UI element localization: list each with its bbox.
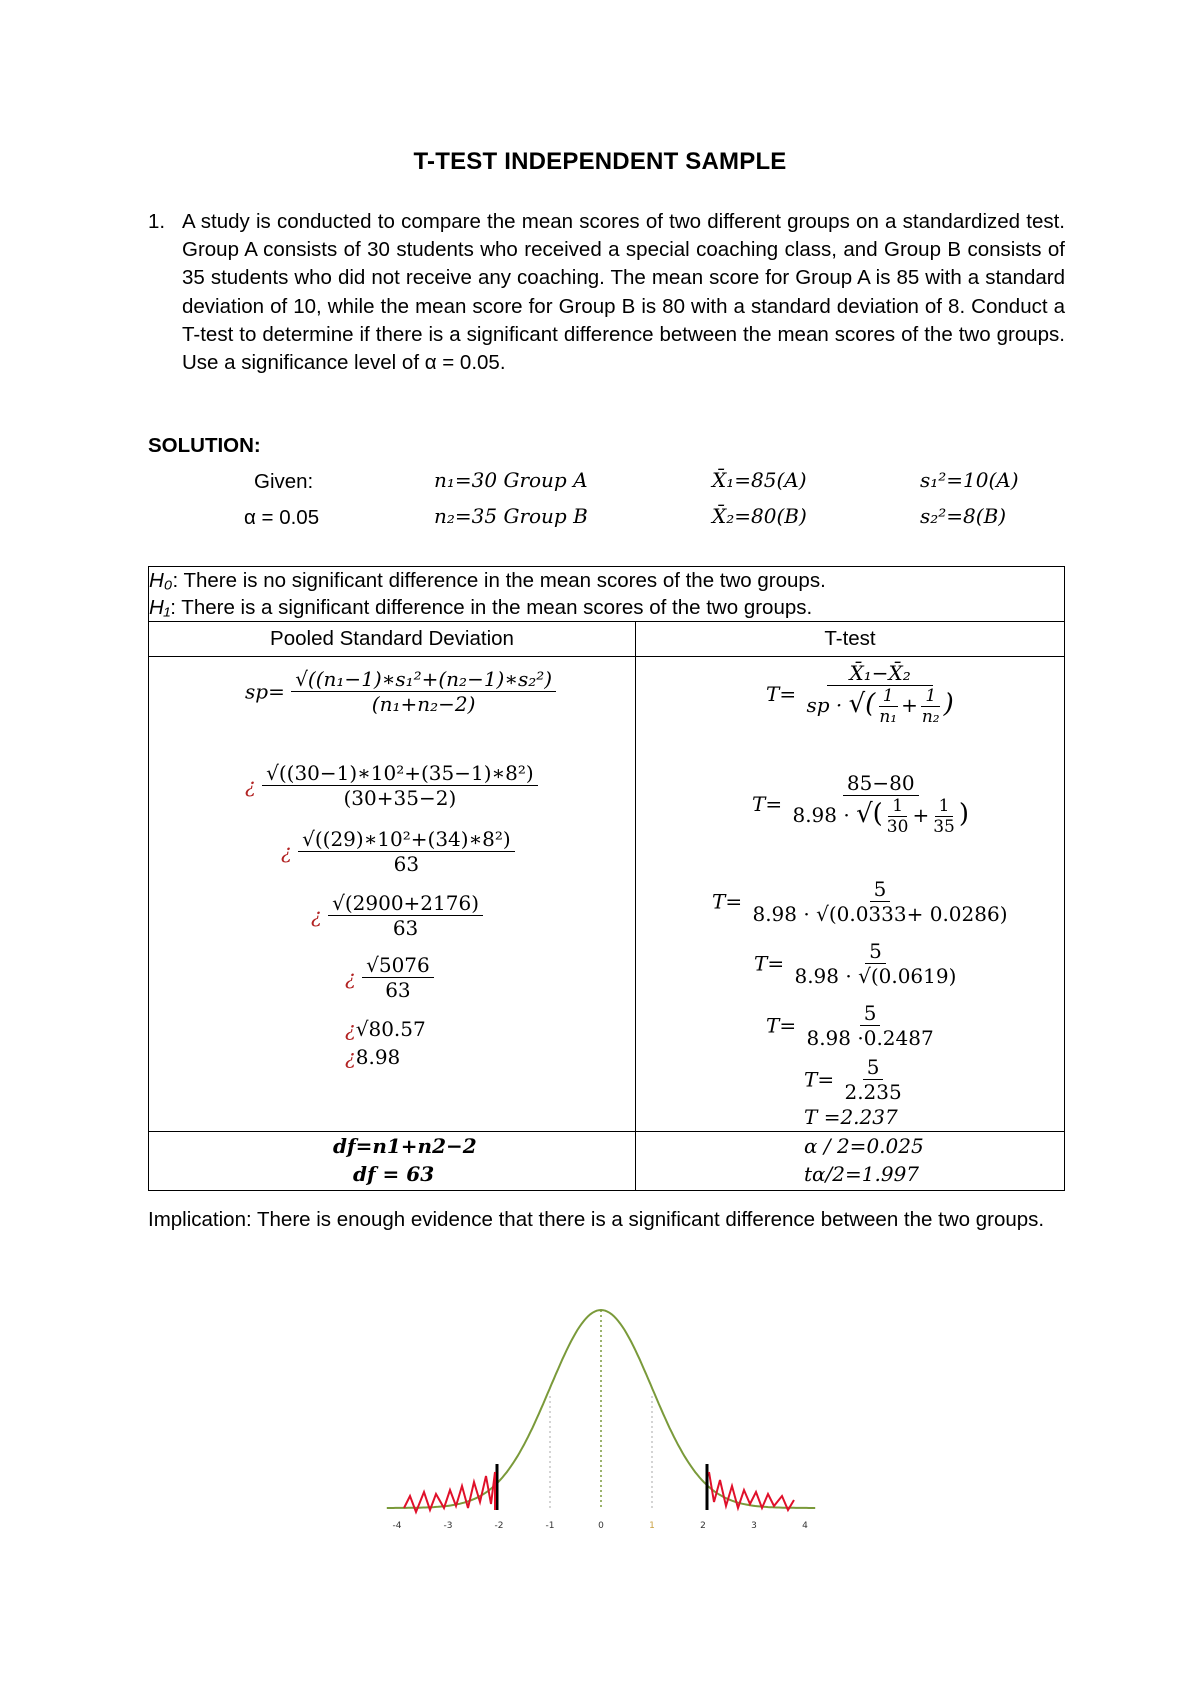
bell-curve-line [387, 1310, 815, 1508]
sp-result: 8.98 [355, 1045, 401, 1069]
mark-6: ¿ [345, 1045, 356, 1069]
given-x1: X̄₁=85(A) [712, 468, 807, 492]
sp-step-4 [345, 953, 434, 1002]
given-n1: n₁=30 Group A [434, 468, 588, 492]
sp-formula-denominator: (n₁+n₂−2) [371, 692, 476, 716]
solution-label: SOLUTION: [148, 434, 261, 457]
header-pooled: Pooled Standard Deviation [149, 622, 636, 657]
sp-step4-numerator: √5076 [362, 953, 434, 978]
alt-hypothesis: H₁: There is a significant difference in the mean scores of the two groups. [149, 596, 813, 619]
hypotheses-cell [149, 567, 1065, 622]
mark-4: ¿ [345, 965, 356, 990]
sp-step1-numerator: √((30−1)∗10²+(35−1)∗8²) [262, 761, 538, 786]
tick-label: 1 [649, 1521, 655, 1531]
t-distribution-curve [392, 1296, 846, 1536]
given-alpha: α = 0.05 [244, 506, 320, 529]
mark-3: ¿ [311, 903, 322, 928]
sp-step5-value: √80.57 [355, 1017, 426, 1041]
sp-step-3 [311, 891, 483, 940]
ttest-cell [636, 657, 1065, 1132]
t-step4-denominator: 8.98 ·0.2487 [806, 1026, 934, 1050]
t-critical: tα/2=1.997 [804, 1162, 920, 1186]
sp-label: sp= [245, 679, 285, 704]
right-rejection-shading [709, 1472, 794, 1510]
t-label-1: T= [752, 792, 783, 816]
df-cell [149, 1132, 636, 1191]
t-step5-denominator: 2.235 [844, 1080, 902, 1104]
t-step-5 [804, 1055, 906, 1104]
t-step3-denominator: 8.98 · √(0.0619) [794, 964, 957, 988]
question-number: 1. [148, 210, 166, 233]
t-label-2: T= [712, 889, 743, 914]
tick-label: -4 [392, 1521, 402, 1531]
given-s1: s₁²=10(A) [920, 468, 1019, 492]
t-step5-numerator: 5 [863, 1055, 884, 1080]
sp-step3-numerator: √(2900+2176) [328, 891, 483, 916]
h1-label: H₁ [149, 596, 171, 619]
t-result: T =2.237 [804, 1105, 898, 1129]
t-formula: T= X̄₁−X̄₂ sp · √( $\frac{1}{\text{n₁}}$ + $\frac{1}{\text{n₂}}$ ) [766, 661, 954, 727]
sp-formula-numerator: √((n₁−1)∗s₁²+(n₂−1)∗s₂²) [291, 667, 556, 692]
t-step-4 [766, 1001, 938, 1050]
given-x2: X̄₂=80(B) [712, 504, 807, 528]
sp-step-2 [281, 827, 515, 876]
sp-step-6 [345, 1045, 400, 1069]
null-hypothesis: H₀: There is no significant difference in the mean scores of the two groups. [149, 569, 826, 592]
tick-label: -2 [494, 1521, 504, 1531]
h0-label: H₀ [149, 569, 173, 592]
given-s2: s₂²=8(B) [920, 504, 1007, 528]
t-label-5: T= [804, 1067, 835, 1092]
t-formula-numerator: X̄₁−X̄₂ [827, 661, 932, 686]
t-label-3: T= [754, 951, 785, 976]
sp-step4-denominator: 63 [385, 978, 411, 1002]
tick-label: 3 [751, 1521, 757, 1531]
df-formula: df=n1+n2−2 [333, 1134, 477, 1158]
tick-label: 4 [802, 1521, 808, 1531]
t-step-3 [754, 939, 960, 988]
t-step1-numerator: 85−80 [843, 771, 919, 796]
alpha-half: α / 2=0.025 [804, 1134, 924, 1158]
page-title: T-TEST INDEPENDENT SAMPLE [413, 148, 787, 175]
tick-label: 0 [598, 1521, 604, 1531]
sp-step2-numerator: √((29)∗10²+(34)∗8²) [298, 827, 515, 852]
sp-step2-denominator: 63 [393, 852, 420, 876]
mark-1: ¿ [245, 773, 256, 798]
axis-tick-labels [393, 1521, 809, 1531]
tick-label: -3 [443, 1521, 453, 1531]
pooled-cell [149, 657, 636, 1132]
given-label: Given: [254, 470, 314, 493]
implication-text: Implication: There is enough evidence that there is a significant difference between the two groups. [148, 1208, 1045, 1231]
sp-step3-denominator: 63 [392, 916, 419, 940]
sp-formula [245, 667, 556, 716]
t-step-1: T= 85−80 8.98 · √( $\frac{1}{30}$ + $\frac{1}{35}$ ) [752, 771, 969, 837]
t-step1-denominator: 8.98 · [792, 803, 850, 827]
sp-step1-denominator: (30+35−2) [343, 786, 457, 810]
t-step2-numerator: 5 [870, 877, 891, 902]
mark-2: ¿ [281, 839, 292, 864]
sp-step-1 [245, 761, 538, 810]
t-step3-numerator: 5 [865, 939, 886, 964]
solution-table [148, 566, 1065, 1191]
t-label: T= [766, 682, 797, 706]
t-label-4: T= [766, 1013, 797, 1038]
tick-label: -1 [545, 1521, 555, 1531]
sp-step-5 [345, 1017, 426, 1041]
t-step-2 [712, 877, 1012, 926]
question-text: A study is conducted to compare the mean scores of two different groups on a standardized test. Group A consists of 30 students who received a special coaching class, and Group B consists of 35 students who did not receive any coaching. The mean score for Group A is 85 with a standard deviation of 10, while the mean score for Group B is 80 with a standard deviation of 8. Conduct a T-test to determine if there is a significant difference between the mean scores of the two groups. Use a significance level of α = 0.05. [182, 210, 1065, 375]
critical-cell [636, 1132, 1065, 1191]
t-step2-denominator: 8.98 · √(0.0333+ 0.0286) [752, 902, 1008, 926]
mark-5: ¿ [345, 1017, 356, 1041]
t-formula-sp: sp · [806, 693, 843, 717]
tick-label: 2 [700, 1521, 706, 1531]
t-step4-numerator: 5 [860, 1001, 881, 1026]
header-ttest: T-test [636, 622, 1065, 657]
df-value: df = 63 [353, 1162, 435, 1186]
given-n2: n₂=35 Group B [434, 504, 588, 528]
